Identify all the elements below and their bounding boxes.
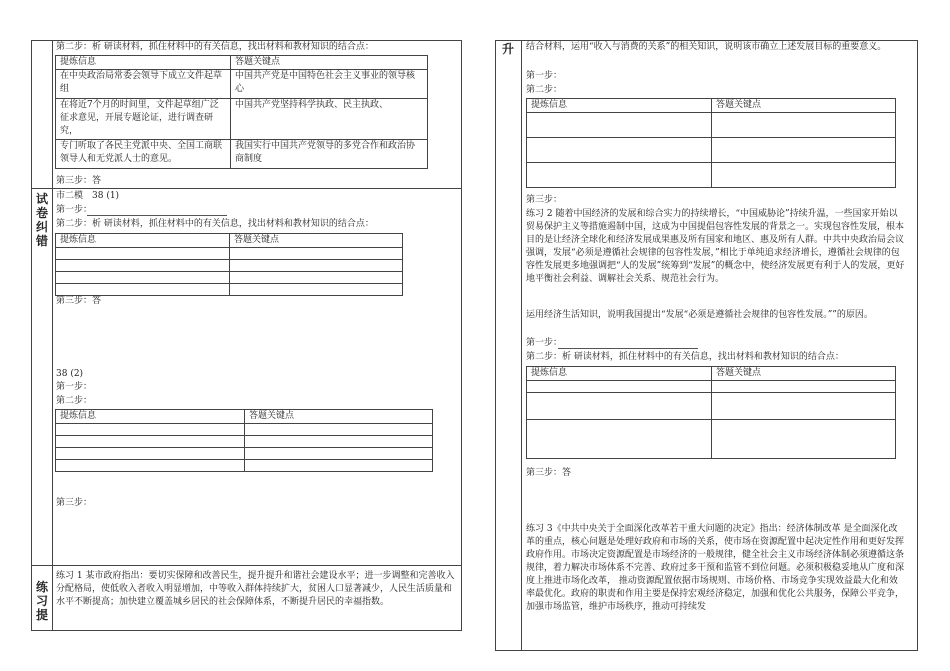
table-header: 答题关键点 xyxy=(712,99,896,113)
step1-label: 第一步： xyxy=(56,205,93,215)
table-header: 提炼信息 xyxy=(56,56,231,70)
step1-label: 第一步： xyxy=(526,71,563,81)
table-cell: 在将近7个月的时间里，文件起草组广泛征求意见，开展专题论证，进行调查研究， xyxy=(56,99,231,140)
step1-label: 第一步： xyxy=(56,382,93,392)
step3-answer: 第三步：答 xyxy=(56,296,102,306)
mock-exam-title: 市二模 38 (1) xyxy=(56,191,120,201)
table-header: 答题关键点 xyxy=(245,410,433,424)
table-row xyxy=(56,70,428,99)
question-38-2: 38 (2) xyxy=(56,369,84,379)
exercise-3: 练习 3《中共中央关于全面深化改革若干重大问题的决定》指出：经济体制改革 是全面深化改革的重点，核心问题是处理好政府和市场的关系，使市场在资源配置中起决定性作用和更好发挥政府作用。市场决定资源配置是市场经济的一般规律，健全社会主义市场经济体制必须遵循这条规律，着力解决市场体系不完善、政府过多干预和监管不到位问题。必须积极稳妥地从广度和深度上推进市场化改革， 推动资源配置依据市场规则、市场价格、市场竞争实现效益最大化和效率最优化。政府的职责和作用主要是保持宏观经济稳定，加强和优化公共服务，保障公平竞争，加强市场监管，维护市场秩序，推动可持续发 xyxy=(526,524,905,612)
step2-instruction: 第二步：析 研读材料，抓住材料中的有关信息，找出材料和教材知识的结合点： xyxy=(56,219,374,229)
table-row xyxy=(56,248,403,260)
question-intro: 结合材料，运用“收入与消费的关系”的相关知识，说明该市确立上述发展目标的重要意义。 xyxy=(526,42,887,52)
exercise-2: 练习 2 随着中国经济的发展和综合实力的持续增长，“中国威胁论”持续升温，一些国家开始以贸易保护主义等措施遏制中国，这成为中国提倡包容性发展的背景之一。实现包容性发展，根本目的是让经济全球化和经济发展成果惠及所有国家和地区、惠及所有人群。中共中央政治局会议强调，发展“必须是遵循社会规律的包容性发展，”相比于单纯追求经济增长，遵循社会规律的包容性发展更多地强调把“人的发展”统筹到“发展”的概念中，使经济发展更有利于人的发展，更好地平衡社会利益、调解社会关系、规范社会行为。 xyxy=(526,209,905,284)
table-row xyxy=(56,260,403,272)
table-row xyxy=(56,424,433,436)
table-cell: 中国共产党坚持科学执政、民主执政、 xyxy=(231,99,428,140)
table-row xyxy=(56,436,433,448)
step2-label: 第二步： xyxy=(526,85,563,95)
info-table-2 xyxy=(55,233,403,296)
exercise-2-question: 运用经济生活知识，说明我国提出“发展“必须是遵循社会规律的包容性发展。””的原因。 xyxy=(526,310,873,320)
info-table-1 xyxy=(55,55,428,169)
section-label-cuoti: 试卷纠错 xyxy=(35,192,48,248)
table-header: 提炼信息 xyxy=(527,99,712,113)
table-row xyxy=(56,448,433,460)
table-cell: 我国实行中国共产党领导的多党合作和政治协商制度 xyxy=(231,140,428,169)
table-row xyxy=(527,381,896,393)
table-row xyxy=(527,163,896,188)
table-cell: 专门听取了各民主党派中央、全国工商联领导人和无党派人士的意见。 xyxy=(56,140,231,169)
step3-answer: 第三步：答 xyxy=(526,468,572,478)
step3-answer: 第三步：答 xyxy=(56,176,102,186)
table-row xyxy=(56,99,428,140)
table-header: 提炼信息 xyxy=(56,234,230,248)
exercise-1: 练习 1 某市政府指出：要切实保障和改善民生，提升提升和谐社会建设水平；进一步调整和完善收入分配格局，使低收入者收入明显增加，中等收入群体持续扩大，贫困人口显著减少，人民生活质量和水平不断提高；加快建立覆盖城乡居民的社会保障体系，不断提升居民的幸福指数。 xyxy=(56,571,455,607)
step2-instruction: 第二步：析 研读材料，抓住材料中的有关信息，找出材料和教材知识的结合点： xyxy=(56,42,374,52)
table-row xyxy=(56,140,428,169)
table-header: 提炼信息 xyxy=(56,410,245,424)
section-label-lianxi: 练习提 xyxy=(35,580,48,622)
step3-label: 第三步： xyxy=(56,498,93,508)
table-row xyxy=(56,284,403,296)
info-table-4 xyxy=(526,98,896,188)
table-row xyxy=(527,420,896,459)
table-header: 提炼信息 xyxy=(527,367,712,381)
step1-label: 第一步： xyxy=(526,338,563,348)
table-header: 答题关键点 xyxy=(712,367,896,381)
info-table-3 xyxy=(55,409,433,472)
step2-instruction: 第二步：析 研读材料，抓住材料中的有关信息，找出材料和教材知识的结合点： xyxy=(526,352,844,362)
table-row xyxy=(527,393,896,420)
table-header: 答题关键点 xyxy=(231,56,428,70)
info-table-5 xyxy=(526,366,896,459)
table-cell: 在中央政治局常委会领导下成立文件起草组 xyxy=(56,70,231,99)
table-row xyxy=(527,113,896,138)
step3-label: 第三步： xyxy=(526,195,563,205)
table-row xyxy=(56,272,403,284)
table-cell: 中国共产党是中国特色社会主义事业的领导核心 xyxy=(231,70,428,99)
table-header: 答题关键点 xyxy=(230,234,403,248)
section-label-sheng: 升 xyxy=(501,42,514,56)
table-row xyxy=(56,460,433,472)
step2-label: 第二步： xyxy=(56,396,93,406)
table-row xyxy=(527,138,896,163)
